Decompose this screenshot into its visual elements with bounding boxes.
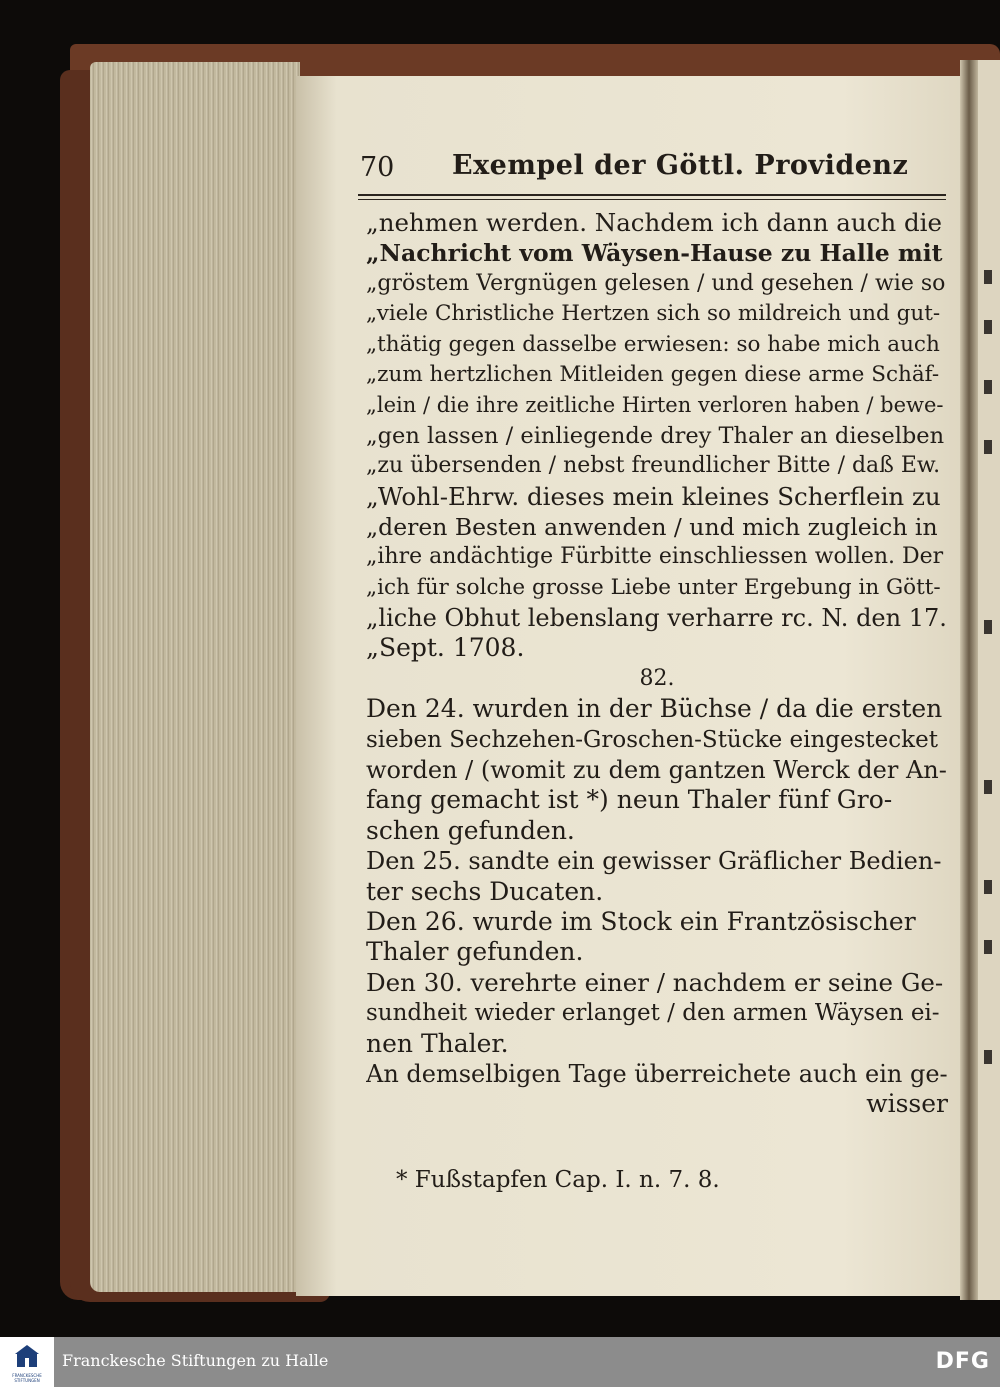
- text-line: Den 25. sandte ein gewisser Gräflicher Bedien-: [366, 847, 942, 876]
- text-line: schen gefunden.: [366, 815, 575, 845]
- page-edges: [90, 62, 300, 1292]
- text-line: sieben Sechzehen-Groschen-Stücke eingestecket: [366, 726, 938, 753]
- text-line: „nehmen werden. Nachdem ich dann auch die: [366, 208, 942, 237]
- text-line: An demselbigen Tage überreichete auch ein ge-: [366, 1059, 948, 1088]
- text-line: wisser: [866, 1089, 948, 1119]
- orphanage-logo-icon: [14, 1343, 40, 1369]
- running-title: Exempel der Göttl. Providenz: [452, 150, 909, 181]
- text-line: Thaler gefunden.: [366, 937, 584, 967]
- text-line: sundheit wieder erlanget / den armen Wäysen ei-: [366, 1000, 940, 1027]
- dfg-logo[interactable]: DFG: [935, 1349, 990, 1374]
- institution-logo[interactable]: [0, 1337, 54, 1387]
- text-line: „deren Besten anwenden / und mich zugleich in: [366, 512, 938, 541]
- text-line: „Sept. 1708.: [366, 633, 525, 663]
- text-line: „thätig gegen dasselbe erwiesen: so habe mich auch: [366, 331, 940, 357]
- page-gutter: [960, 60, 978, 1300]
- text-line: worden / (womit zu dem gantzen Werck der An-: [366, 756, 947, 785]
- header-rule: [358, 194, 946, 200]
- text-line: „gröstem Vergnügen gelesen / und gesehen / wie so: [366, 270, 946, 296]
- text-line: „ich für solche grosse Liebe unter Ergebung in Gött-: [366, 574, 941, 600]
- text-line: nen Thaler.: [366, 1028, 509, 1058]
- text-line: Den 26. wurde im Stock ein Frantzösischer: [366, 906, 916, 936]
- text-line: „zu übersenden / nebst freundlicher Bitte / daß Ew.: [366, 453, 941, 479]
- logo-text: FRANCKESCHE STIFTUNGEN: [12, 1373, 42, 1383]
- text-line: „gen lassen / einliegende drey Thaler an dieselben: [366, 422, 945, 449]
- page-body-text: [366, 208, 948, 1120]
- text-line: „zum hertzlichen Mitleiden gegen diese arme Schäf-: [366, 361, 940, 387]
- footer-bar: [0, 1337, 1000, 1387]
- text-line: 82.: [639, 665, 675, 691]
- institution-name[interactable]: Franckesche Stiftungen zu Halle: [62, 1351, 329, 1370]
- text-line: Den 24. wurden in der Büchse / da die ersten: [366, 694, 943, 724]
- text-line: „Wohl-Ehrw. dieses mein kleines Scherflein zu: [366, 481, 941, 511]
- text-line: fang gemacht ist *) neun Thaler fünf Gro-: [366, 785, 893, 815]
- text-line: Den 30. verehrte einer / nachdem er seine Ge-: [366, 967, 944, 997]
- page-number: 70: [360, 152, 395, 183]
- text-line: ter sechs Ducaten.: [366, 876, 604, 906]
- text-line: „viele Christliche Hertzen sich so mildreich und gut-: [366, 301, 941, 327]
- page-header: [360, 148, 950, 188]
- text-line: „ihre andächtige Fürbitte einschliessen wollen. Der: [366, 544, 944, 570]
- text-line: „Nachricht vom Wäysen-Hause zu Halle mit: [366, 239, 943, 268]
- text-line: „liche Obhut lebenslang verharre rc. N. den 17.: [366, 604, 947, 633]
- text-line: „lein / die ihre zeitliche Hirten verloren haben / bewe-: [366, 393, 944, 418]
- footnote: * Fußstapfen Cap. I. n. 7. 8.: [396, 1167, 720, 1193]
